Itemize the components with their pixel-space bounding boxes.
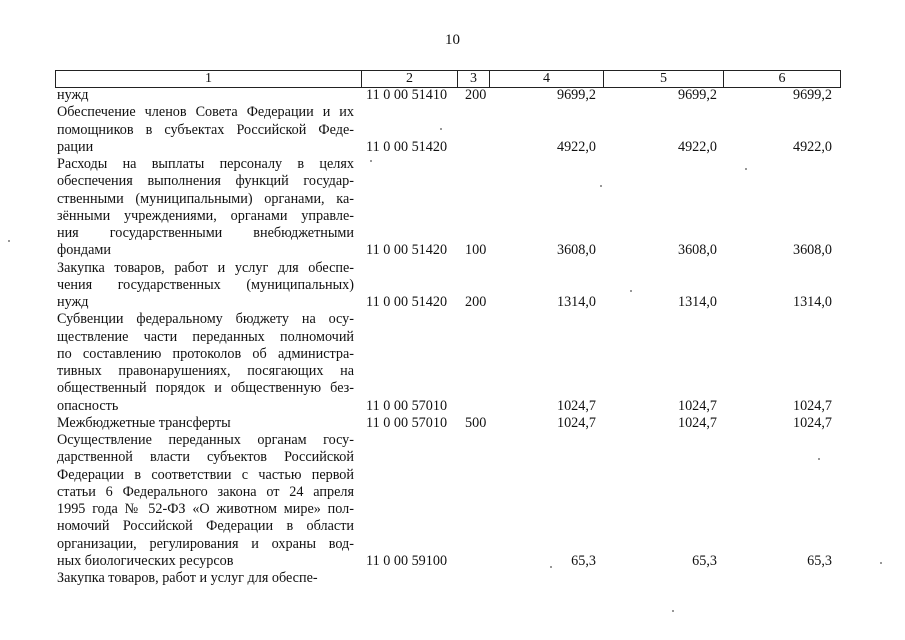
row-description bbox=[57, 87, 354, 104]
description-line: Обеспечение членов Совета Федерации и их bbox=[57, 104, 354, 121]
description-line: нужд bbox=[57, 87, 89, 103]
table-row bbox=[0, 104, 905, 156]
header-col-1: 1 bbox=[56, 71, 362, 87]
description-line: статьи 6 Федерального закона от 24 апреля bbox=[57, 483, 354, 500]
table-row bbox=[0, 87, 905, 104]
row-value-3: 1024,7 bbox=[792, 397, 832, 414]
header-col-3: 3 bbox=[458, 71, 490, 87]
description-line: чения государственных (муниципальных) bbox=[57, 276, 354, 293]
row-code: 11 0 00 59100 bbox=[366, 552, 448, 569]
description-line: ных биологических ресурсов bbox=[57, 552, 234, 569]
row-description bbox=[57, 415, 354, 432]
row-value-3: 9699,2 bbox=[792, 87, 832, 103]
row-description bbox=[57, 260, 354, 312]
row-code: 11 0 00 57010 bbox=[366, 414, 448, 431]
description-line: помощников в субъектах Российской Феде- bbox=[57, 121, 354, 138]
row-code: 11 0 00 51420 bbox=[366, 138, 448, 155]
row-value-1: 9699,2 bbox=[556, 87, 596, 103]
description-line: Закупка товаров, работ и услуг для обеспе- bbox=[57, 570, 318, 586]
description-line: номочий Российской Федерации в области bbox=[57, 518, 354, 535]
description-line: Субвенции федеральному бюджету на осу- bbox=[57, 311, 354, 328]
description-line: ственными (муниципальными) органами, ка- bbox=[57, 190, 354, 207]
page-number: 10 bbox=[445, 32, 460, 48]
description-line: общественный порядок и общественную без- bbox=[57, 380, 354, 397]
description-line: Расходы на выплаты персоналу в целях bbox=[57, 156, 354, 172]
row-expense-type: 200 bbox=[465, 87, 487, 103]
row-value-1: 1314,0 bbox=[556, 294, 596, 310]
row-value-3: 1024,7 bbox=[792, 414, 832, 431]
row-code: 11 0 00 57010 bbox=[366, 397, 448, 414]
description-line: нужд bbox=[57, 294, 89, 310]
row-expense-type: 100 bbox=[465, 242, 487, 259]
row-value-3: 3608,0 bbox=[792, 242, 832, 259]
row-value-3: 1314,0 bbox=[792, 294, 832, 310]
row-value-2: 3608,0 bbox=[677, 242, 717, 259]
row-value-1: 4922,0 bbox=[556, 138, 596, 155]
header-col-6: 6 bbox=[778, 71, 786, 86]
description-line: фондами bbox=[57, 242, 111, 259]
row-code: 11 0 00 51420 bbox=[366, 294, 448, 310]
description-line: ществление части переданных полномочий bbox=[57, 328, 354, 345]
row-description bbox=[57, 104, 354, 156]
table-row bbox=[0, 311, 905, 415]
description-line: Закупка товаров, работ и услуг для обеспе- bbox=[57, 259, 354, 276]
header-col-5: 5 bbox=[604, 71, 724, 87]
row-code: 11 0 00 51420 bbox=[366, 242, 448, 259]
table-body bbox=[0, 87, 905, 587]
row-value-2: 1024,7 bbox=[677, 397, 717, 414]
description-line: обеспечения выполнения функций государ- bbox=[57, 173, 354, 190]
row-value-2: 65,3 bbox=[692, 552, 717, 569]
description-line: дарственной власти субъектов Российской bbox=[57, 449, 354, 466]
row-value-1: 1024,7 bbox=[556, 414, 596, 431]
table-header bbox=[55, 70, 841, 88]
description-line: Осуществление переданных органам госу- bbox=[57, 432, 354, 448]
row-value-2: 4922,0 bbox=[677, 138, 717, 155]
description-line: организации, регулирования и охраны вод- bbox=[57, 535, 354, 552]
row-code: 11 0 00 51410 bbox=[366, 87, 448, 103]
description-line: тивных правонарушениях, посягающих на bbox=[57, 363, 354, 379]
row-value-1: 65,3 bbox=[571, 552, 596, 569]
table-row bbox=[0, 415, 905, 432]
description-line: 1995 года № 52-ФЗ «О животном мире» пол- bbox=[57, 501, 354, 517]
row-value-2: 1024,7 bbox=[677, 414, 717, 431]
row-expense-type: 500 bbox=[465, 414, 487, 431]
row-value-3: 65,3 bbox=[807, 552, 832, 569]
row-value-1: 1024,7 bbox=[556, 397, 596, 414]
table-row bbox=[0, 432, 905, 570]
row-value-1: 3608,0 bbox=[556, 242, 596, 259]
row-value-2: 1314,0 bbox=[677, 294, 717, 310]
row-value-3: 4922,0 bbox=[792, 138, 832, 155]
row-description bbox=[57, 156, 354, 260]
description-line: по составлению протоколов об администра- bbox=[57, 345, 354, 362]
description-line: Межбюджетные трансферты bbox=[57, 414, 231, 431]
table-row bbox=[0, 570, 905, 587]
row-expense-type: 200 bbox=[465, 294, 487, 310]
header-col-2: 2 bbox=[362, 71, 458, 87]
description-line: Федерации в соответствии с частью первой bbox=[57, 466, 354, 483]
row-description bbox=[57, 432, 354, 570]
header-col-4: 4 bbox=[490, 71, 604, 87]
row-value-2: 9699,2 bbox=[677, 87, 717, 103]
description-line: опасность bbox=[57, 397, 119, 414]
description-line: зёнными учреждениями, органами управле- bbox=[57, 207, 354, 224]
table-row bbox=[0, 260, 905, 312]
description-line: рации bbox=[57, 138, 94, 155]
row-description bbox=[57, 311, 354, 415]
table-row bbox=[0, 156, 905, 260]
description-line: ния государственными внебюджетными bbox=[57, 225, 354, 241]
row-description bbox=[57, 570, 354, 587]
